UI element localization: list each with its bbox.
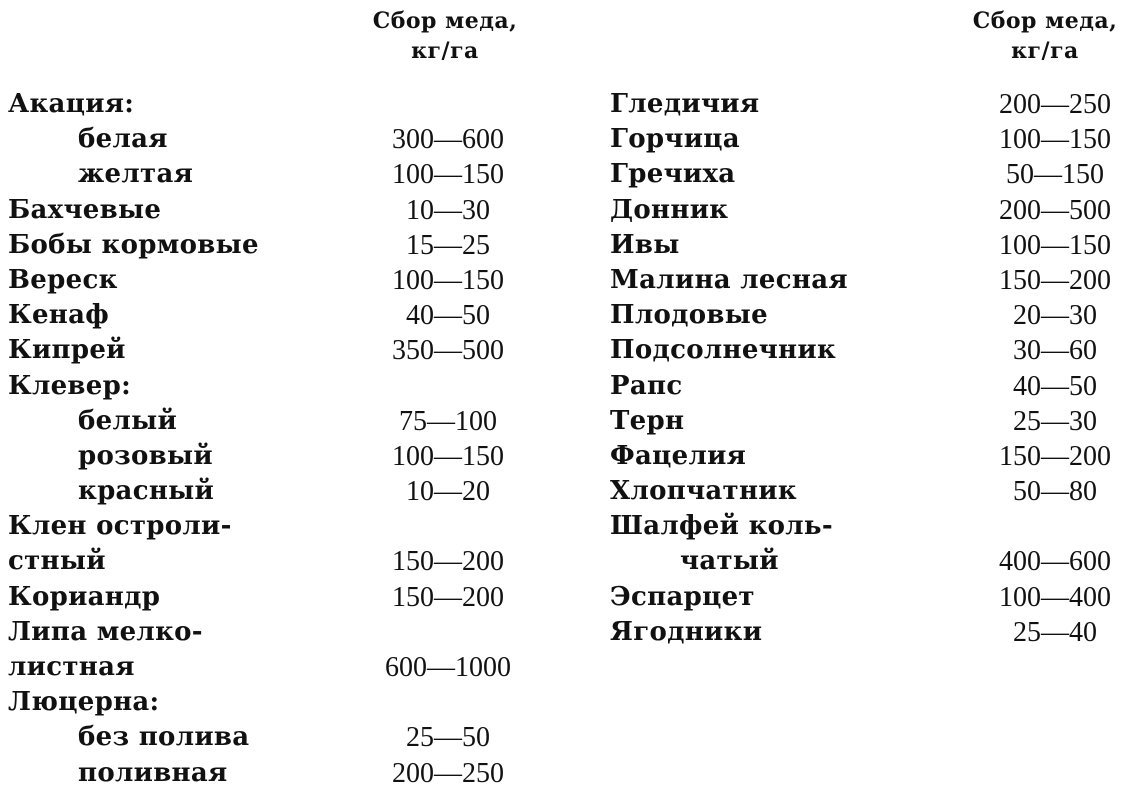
honey-yield-value: 600—1000 [385, 652, 511, 683]
plant-name: Терн [610, 405, 685, 436]
plant-name: Бахчевые [8, 194, 162, 225]
plant-name: поливная [78, 757, 228, 788]
honey-yield-value: 25—40 [1013, 616, 1097, 648]
honey-yield-value: 100—150 [999, 229, 1111, 261]
honey-yield-value: 200—250 [999, 89, 1111, 120]
plant-name: Плодовые [610, 300, 768, 331]
honey-yield-value: 10—20 [406, 476, 490, 508]
plant-name: Шалфей коль- [610, 511, 833, 542]
plant-name: белая [78, 124, 168, 155]
header-left-line1: Сбор меда, [372, 8, 518, 34]
plant-name: Люцерна: [8, 687, 160, 718]
honey-yield-value: 350—500 [392, 335, 504, 367]
plant-name: Клевер: [8, 370, 132, 401]
honey-yield-value: 100—150 [392, 440, 504, 472]
honey-yield-value: 400—600 [999, 546, 1111, 578]
plant-name: Хлопчатник [610, 476, 797, 507]
plant-name: Малина лесная [610, 264, 848, 295]
honey-yield-value: 150—200 [392, 581, 504, 613]
honey-yield-value: 25—50 [406, 722, 490, 754]
plant-name: красный [78, 476, 215, 507]
honey-yield-value: 100—150 [392, 159, 504, 191]
plant-name: Фацелия [610, 440, 747, 471]
plant-name: Ивы [610, 229, 680, 260]
plant-name: Горчица [610, 124, 740, 155]
honey-yield-value: 25—30 [1013, 405, 1097, 437]
honey-yield-value: 300—600 [392, 124, 504, 156]
plant-name: Гледичия [610, 89, 760, 119]
plant-name: стный [8, 546, 106, 577]
honey-yield-value: 50—80 [1013, 476, 1097, 508]
plant-name: Ягодники [610, 616, 763, 647]
plant-name: листная [8, 652, 135, 682]
plant-name: Донник [610, 194, 729, 225]
plant-name: Липа мелко- [8, 616, 203, 647]
plant-name: Рапс [610, 370, 683, 401]
plant-name: Акация: [8, 89, 135, 119]
honey-yield-value: 40—50 [406, 300, 490, 332]
plant-name: без полива [78, 722, 250, 753]
honey-yield-value: 150—200 [999, 440, 1111, 472]
honey-yield-value: 100—150 [392, 264, 504, 296]
plant-name: чатый [680, 546, 779, 577]
plant-name: белый [78, 405, 178, 436]
plant-name: Бобы кормовые [8, 229, 259, 260]
plant-name: Кенаф [8, 300, 110, 331]
plant-name: Клен остроли- [8, 511, 232, 542]
plant-name: желтая [78, 159, 194, 190]
plant-name: Эспарцет [610, 581, 755, 612]
plant-name: Кориандр [8, 581, 161, 612]
honey-yield-value: 15—25 [406, 229, 490, 261]
plant-name: Вереск [8, 264, 118, 295]
honey-yield-value: 10—30 [406, 194, 490, 226]
honey-yield-value: 75—100 [399, 405, 497, 437]
honey-yield-value: 200—250 [392, 757, 504, 789]
honey-yield-value: 30—60 [1013, 335, 1097, 367]
honey-yield-value: 20—30 [1013, 300, 1097, 332]
header-right [950, 6, 1132, 66]
header-right-line1: Сбор меда, [972, 8, 1118, 34]
honey-yield-value: 100—400 [999, 581, 1111, 613]
plant-name: Подсолнечник [610, 335, 837, 366]
plant-name: Кипрей [8, 335, 126, 366]
honey-yield-value: 40—50 [1013, 370, 1097, 402]
header-left-line2: кг/га [411, 38, 479, 64]
plant-name: розовый [78, 440, 213, 471]
header-left [345, 6, 545, 66]
plant-name: Гречиха [610, 159, 736, 190]
honey-yield-value: 150—200 [999, 264, 1111, 296]
honey-yield-value: 100—150 [999, 124, 1111, 156]
honey-yield-value: 200—500 [999, 194, 1111, 226]
honey-yield-value: 50—150 [1006, 159, 1104, 191]
header-right-line2: кг/га [1011, 38, 1079, 64]
honey-yield-value: 150—200 [392, 546, 504, 578]
